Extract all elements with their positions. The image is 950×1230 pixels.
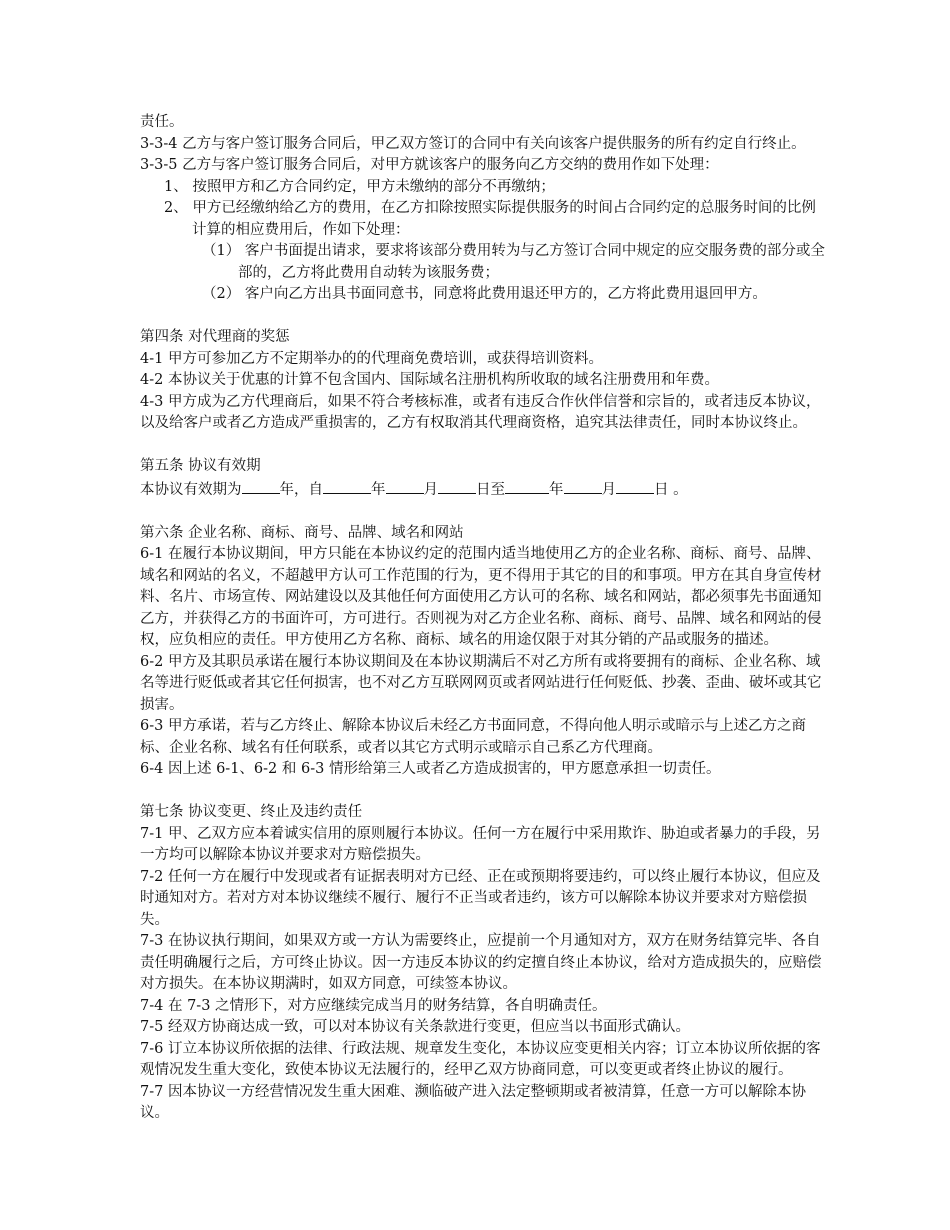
clause-7-4: 7-4 在 7-3 之情形下，对方应继续完成当月的财务结算，各自明确责任。 (140, 997, 607, 1014)
clause-3-3-4: 3-3-4 乙方与客户签订服务合同后，甲乙双方签订的合同中有关向该客户提供服务的所有约定自行终止。 (140, 135, 806, 152)
clause-7-6: 7-6 订立本协议所依据的法律、行政法规、规章发生变化，本协议应变更相关内容；订立本协议所依据的客观情况发生重大变化，致使本协议无法履行的，经甲乙双方协商同意，可以变更或者终止协议的履行。 (140, 1040, 821, 1078)
clause-7-3: 7-3 在协议执行期间，如果双方或一方认为需要终止，应提前一个月通知对方，双方在财务结算完毕、各自责任明确履行之后，方可终止协议。因一方违反本协议的约定擅自终止本协议，给对方造成损失的，应赔偿对方损失。在本协议期满时，如双方同意，可续签本协议。 (140, 933, 822, 992)
blank-start-year[interactable] (323, 478, 371, 494)
section-title-7: 第七条 协议变更、终止及违约责任 (140, 804, 363, 820)
clause-7-5: 7-5 经双方协商达成一致，可以对本协议有关条款进行变更，但应当以书面形式确认。 (140, 1019, 690, 1035)
clause-4-3: 4-3 甲方成为乙方代理商后，如果不符合考核标准，或者有违反合作伙伴信誉和宗旨的，或者违反本协议，以及给客户或者乙方造成严重损害的，乙方有权取消其代理商资格，追究其法律责任，同时本协议终止。 (140, 393, 821, 431)
clause-3-3-5: 3-3-5 乙方与客户签订服务合同后，对甲方就该客户的服务向乙方交纳的费用作如下处理： (140, 157, 719, 173)
blank-end-year[interactable] (505, 478, 549, 494)
validity-line: 本协议有效期为 年，自 年 月 日至 年 月 日 。 (140, 478, 830, 502)
clause-6-3: 6-3 甲方承诺，若与乙方终止、解除本协议后未经乙方书面同意，不得向他人明示或暗示与上述乙方之商标、企业名称、域名有任何联系，或者以其它方式明示或暗示自己系乙方代理商。 (140, 718, 806, 756)
blank-start-month[interactable] (386, 478, 424, 494)
blank-years[interactable] (242, 478, 280, 494)
clause-4-1: 4-1 甲方可参加乙方不定期举办的的代理商免费培训，或获得培训资料。 (140, 350, 603, 367)
section-title-6: 第六条 企业名称、商标、商号、品牌、域名和网站 (140, 524, 464, 541)
clause-4-2: 4-2 本协议关于优惠的计算不包含国内、国际域名注册机构所收取的域名注册费用和年费。 (140, 372, 719, 388)
clause-7-1: 7-1 甲、乙双方应本着诚实信用的原则履行本协议。任何一方在履行中采用欺诈、胁迫或者暴力的手段，另一方均可以解除本协议并要求对方赔偿损失。 (140, 825, 821, 863)
paragraph: 责任。 (140, 114, 184, 130)
document-body (140, 112, 830, 1125)
sub-item-2: （2） 客户向乙方出具书面同意书，同意将此费用退还甲方的，乙方将此费用退回甲方。 (202, 286, 767, 302)
sub-item-1: （1） 客户书面提出请求，要求将该部分费用转为与乙方签订合同中规定的应交服务费的部分或全部的，乙方将此费用自动转为该服务费； (202, 243, 825, 281)
section-title-4: 第四条 对代理商的奖惩 (140, 329, 290, 345)
clause-6-1: 6-1 在履行本协议期间，甲方只能在本协议约定的范围内适当地使用乙方的企业名称、商标、商号、品牌、域名和网站的名义，不超越甲方认可工作范围的行为，更不得用于其它的目的和事项。甲方在其自身宣传材料、名片、市场宣传、网站建设以及其他任何方面使用乙方认可的名称、域名和网站，都必须事先书面通知乙方，并获得乙方的书面许可，方可进行。否则视为对乙方企业名称、商标、商号、品牌、域名和网站的侵权，应负相应的责任。甲方使用乙方名称、商标、域名的用途仅限于对其分销的产品或服务的描述。 (140, 546, 822, 648)
section-title-5: 第五条 协议有效期 (140, 458, 261, 474)
list-item-1: 1、 按照甲方和乙方合同约定，甲方未缴纳的部分不再缴纳； (164, 178, 555, 195)
clause-6-4: 6-4 因上述 6-1、6-2 和 6-3 情形给第三人或者乙方造成损害的，甲方愿意承担一切责任。 (140, 761, 721, 777)
blank-start-day[interactable] (438, 478, 476, 494)
clause-7-7: 7-7 因本协议一方经营情况发生重大困难、濒临破产进入法定整顿期或者被清算，任意一方可以解除本协议。 (140, 1083, 806, 1121)
list-item-2: 2、 甲方已经缴纳给乙方的费用，在乙方扣除按照实际提供服务的时间占合同约定的总服务时间的比例计算的相应费用后，作如下处理： (164, 200, 816, 238)
clause-6-2: 6-2 甲方及其职员承诺在履行本协议期间及在本协议期满后不对乙方所有或将要拥有的商标、企业名称、域名等进行贬低或者其它任何损害，也不对乙方互联网网页或者网站进行任何贬低、抄袭、歪曲、破坏或其它损害。 (140, 653, 822, 713)
clause-7-2: 7-2 任何一方在履行中发现或者有证据表明对方已经、正在或预期将要违约，可以终止履行本协议，但应及时通知对方。若对方对本协议继续不履行、履行不正当或者违约，该方可以解除本协议并要求对方赔偿损失。 (140, 868, 821, 928)
blank-end-day[interactable] (616, 478, 654, 494)
blank-end-month[interactable] (564, 478, 602, 494)
